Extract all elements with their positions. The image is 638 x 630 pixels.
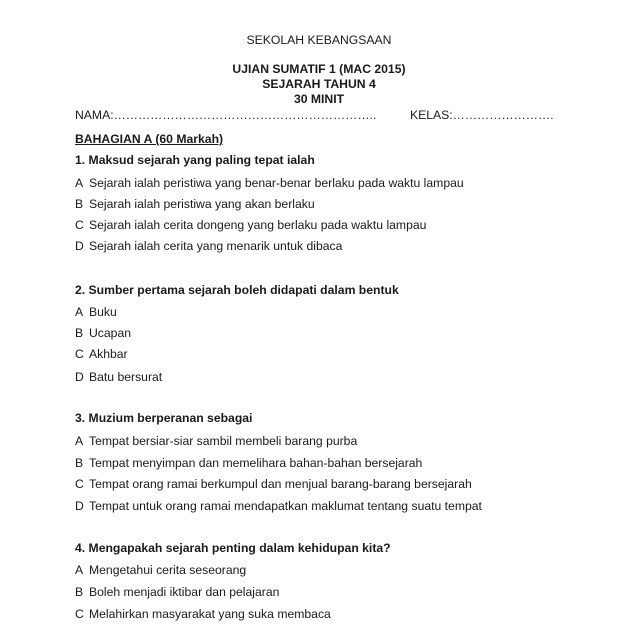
- option-letter: C: [75, 347, 84, 361]
- question-1-option-d: [75, 239, 342, 253]
- option-text: Tempat bersiar-siar sambil membeli barang purba: [89, 434, 358, 448]
- option-letter: C: [75, 607, 84, 621]
- option-letter: A: [75, 176, 84, 190]
- option-text: Tempat untuk orang ramai mendapatkan maklumat tentang suatu tempat: [89, 499, 482, 513]
- option-letter: D: [75, 239, 84, 253]
- question-4: 4. Mengapakah sejarah penting dalam kehidupan kita?: [75, 541, 391, 555]
- option-text: Buku: [89, 305, 117, 319]
- subject-title: SEJARAH TAHUN 4: [262, 77, 376, 91]
- option-text: Boleh menjadi iktibar dan pelajaran: [89, 585, 280, 599]
- question-2-option-c: [75, 347, 128, 361]
- option-text: Akhbar: [89, 347, 128, 361]
- option-text: Tempat orang ramai berkumpul dan menjual barang-barang bersejarah: [89, 477, 472, 491]
- option-letter: A: [75, 305, 84, 319]
- exam-title: UJIAN SUMATIF 1 (MAC 2015): [232, 62, 406, 76]
- option-text: Sejarah ialah peristiwa yang benar-benar berlaku pada waktu lampau: [89, 176, 464, 190]
- option-letter: B: [75, 456, 84, 470]
- kelas-field: KELAS:…………………….: [410, 108, 554, 122]
- option-text: Batu bersurat: [89, 370, 163, 384]
- question-2-option-b: [75, 326, 131, 340]
- question-3: 3. Muzium berperanan sebagai: [75, 411, 253, 425]
- option-letter: A: [75, 434, 84, 448]
- option-text: Sejarah ialah cerita dongeng yang berlaku pada waktu lampau: [89, 218, 427, 232]
- question-3-option-b: [75, 456, 422, 470]
- exam-duration: 30 MINIT: [293, 92, 345, 106]
- question-2-option-a: [75, 305, 117, 319]
- section-heading: BAHAGIAN A (60 Markah): [75, 132, 224, 146]
- question-1-option-b: [75, 197, 315, 211]
- option-letter: D: [75, 370, 84, 384]
- option-letter: C: [75, 218, 84, 232]
- question-3-option-d: [75, 499, 482, 513]
- nama-field: NAMA:………………………………………………………..: [75, 108, 377, 122]
- option-text: Tempat menyimpan dan memelihara bahan-bahan bersejarah: [89, 456, 423, 470]
- option-letter: B: [75, 197, 84, 211]
- question-1-option-c: [75, 218, 426, 232]
- option-text: Sejarah ialah peristiwa yang akan berlaku: [89, 197, 315, 211]
- option-text: Ucapan: [89, 326, 132, 340]
- option-letter: B: [75, 585, 84, 599]
- option-letter: B: [75, 326, 84, 340]
- option-text: Melahirkan masyarakat yang suka membaca: [89, 607, 331, 621]
- question-2-option-d: [75, 370, 162, 384]
- question-3-option-a: [75, 434, 357, 448]
- question-4-option-a: [75, 563, 246, 577]
- option-text: Sejarah ialah cerita yang menarik untuk dibaca: [89, 239, 343, 253]
- question-4-option-c: [75, 607, 331, 621]
- school-name: SEKOLAH KEBANGSAAN: [246, 33, 392, 47]
- option-text: Mengetahui cerita seseorang: [89, 563, 247, 577]
- option-letter: D: [75, 499, 84, 513]
- question-2: 2. Sumber pertama sejarah boleh didapati dalam bentuk: [75, 283, 399, 297]
- question-1-option-a: [75, 176, 464, 190]
- option-letter: C: [75, 477, 84, 491]
- question-1: 1. Maksud sejarah yang paling tepat ialah: [75, 153, 315, 167]
- question-4-option-b: [75, 585, 279, 599]
- question-3-option-c: [75, 477, 472, 491]
- option-letter: A: [75, 563, 84, 577]
